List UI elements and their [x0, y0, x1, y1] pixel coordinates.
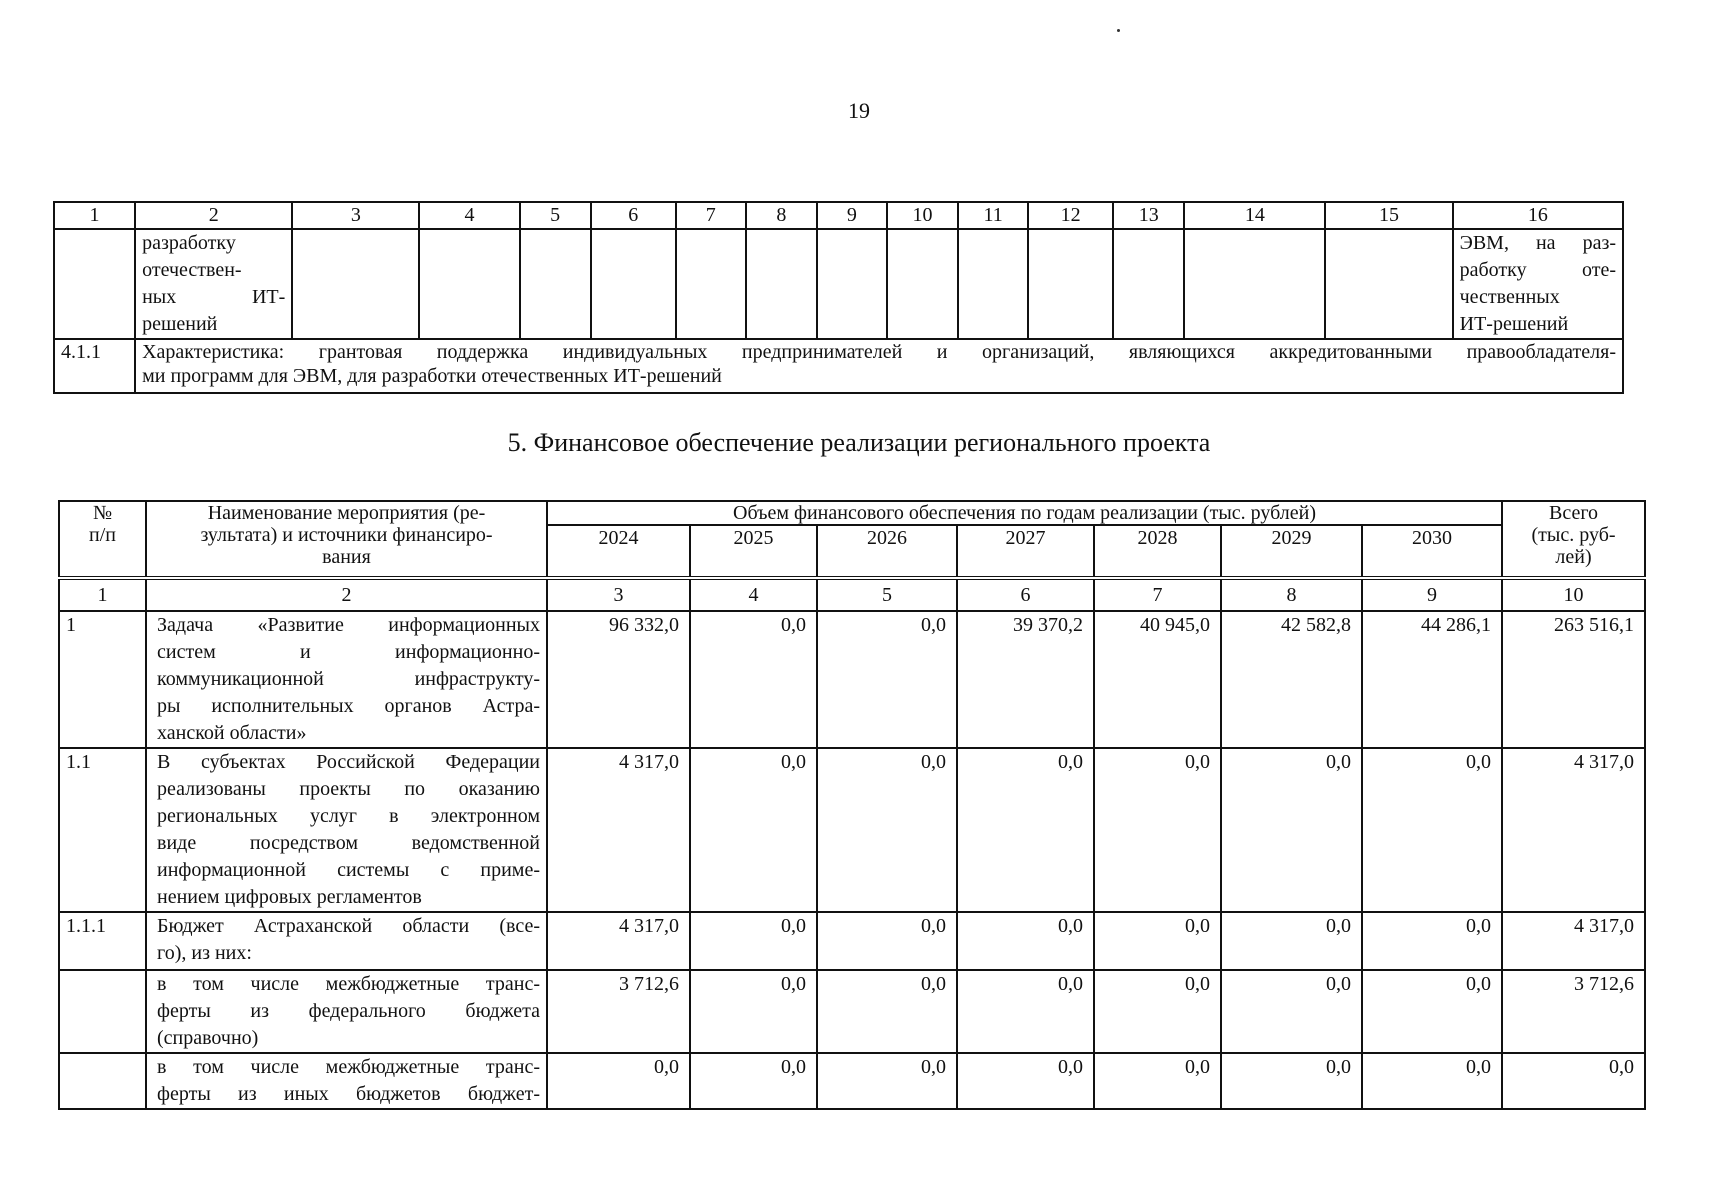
year-header: 2030	[1362, 525, 1502, 578]
year-header: 2024	[547, 525, 690, 578]
row-name	[146, 748, 547, 912]
row-number	[59, 970, 146, 1053]
year-value: 0,0	[957, 748, 1094, 912]
col-index: 7	[676, 202, 746, 229]
column-index-row	[59, 578, 1645, 611]
table-row	[59, 912, 1645, 970]
col-index: 10	[887, 202, 958, 229]
col-index: 3	[547, 578, 690, 611]
table-row	[59, 611, 1645, 748]
page-number: 19	[848, 98, 870, 123]
text-line: Бюджет Астраханской области (все-	[157, 915, 540, 937]
year-value: 0,0	[690, 970, 817, 1053]
section-title: 5. Финансовое обеспечение реализации регионального проекта	[507, 428, 1211, 457]
col-index: 3	[292, 202, 419, 229]
text-line: №	[92, 502, 113, 524]
text-line: Задача «Развитие информационных	[157, 614, 540, 636]
row-name	[146, 970, 547, 1053]
table-row	[59, 748, 1645, 912]
total-value: 3 712,6	[1502, 970, 1645, 1053]
col-index: 1	[54, 202, 135, 229]
text-line: нением цифровых регламентов	[157, 886, 422, 908]
text-line: В субъектах Российской Федерации	[157, 751, 540, 773]
col-index: 4	[690, 578, 817, 611]
text-line: вания	[322, 546, 371, 568]
row-number: 1.1	[59, 748, 146, 912]
year-value: 0,0	[1362, 912, 1502, 970]
col-index: 9	[1362, 578, 1502, 611]
col-index: 4	[419, 202, 519, 229]
text-line: го), из них:	[157, 942, 252, 964]
text-line: ми программ для ЭВМ, для разработки отечественных ИТ-решений	[142, 365, 722, 387]
text-line: (справочно)	[157, 1027, 259, 1049]
year-value: 0,0	[1094, 912, 1221, 970]
year-value: 4 317,0	[547, 748, 690, 912]
col-index: 11	[958, 202, 1028, 229]
row-number: 4.1.1	[54, 339, 135, 393]
continuation-row	[54, 229, 1623, 339]
col-index: 1	[59, 578, 146, 611]
year-value: 0,0	[547, 1053, 690, 1109]
col-index: 10	[1502, 578, 1645, 611]
total-value: 4 317,0	[1502, 912, 1645, 970]
row-number	[59, 1053, 146, 1109]
year-value: 96 332,0	[547, 611, 690, 748]
year-value: 0,0	[690, 748, 817, 912]
text-line: решений	[142, 313, 218, 335]
header-row	[59, 501, 1645, 525]
year-header: 2029	[1221, 525, 1362, 578]
text-line: систем и информационно-	[157, 641, 540, 663]
year-header: 2028	[1094, 525, 1221, 578]
col-index: 5	[817, 578, 957, 611]
header-name	[146, 501, 547, 578]
year-value: 3 712,6	[547, 970, 690, 1053]
row-name	[146, 1053, 547, 1109]
col-index: 8	[1221, 578, 1362, 611]
total-value: 4 317,0	[1502, 748, 1645, 912]
text-line: ханской области»	[157, 722, 307, 744]
col-index: 6	[957, 578, 1094, 611]
col-index: 2	[146, 578, 547, 611]
year-value: 0,0	[690, 611, 817, 748]
year-value: 42 582,8	[1221, 611, 1362, 748]
total-value: 0,0	[1502, 1053, 1645, 1109]
header-volume: Объем финансового обеспечения по годам реализации (тыс. рублей)	[547, 501, 1502, 525]
year-value: 0,0	[690, 1053, 817, 1109]
text-line: зультата) и источники финансиро-	[200, 524, 493, 546]
text-line: ИТ-решений	[1459, 313, 1569, 335]
year-value: 0,0	[957, 912, 1094, 970]
year-value: 44 286,1	[1362, 611, 1502, 748]
text-line: в том числе межбюджетные транс-	[157, 1056, 540, 1078]
year-value: 0,0	[1221, 748, 1362, 912]
row-number: 1	[59, 611, 146, 748]
text-line: отечествен-	[142, 259, 242, 281]
year-value: 0,0	[817, 970, 957, 1053]
text-line: ных ИТ-	[142, 286, 286, 308]
text-line: ры исполнительных органов Астра-	[157, 695, 540, 717]
text-line: Характеристика: грантовая поддержка индивидуальных предпринимателей и организаций, являющихся аккредитованными правообладателя-	[142, 341, 1616, 363]
text-line: п/п	[89, 524, 116, 546]
characteristic-text	[135, 339, 1623, 393]
finance-table-body	[59, 611, 1645, 1109]
continued-text-cell	[1453, 229, 1623, 339]
row-name	[146, 611, 547, 748]
year-value: 0,0	[1221, 1053, 1362, 1109]
text-line: ЭВМ, на раз-	[1459, 232, 1616, 254]
text-line: Всего	[1549, 502, 1599, 524]
year-header: 2026	[817, 525, 957, 578]
text-line: (тыс. руб-	[1531, 524, 1616, 546]
text-line: региональных услуг в электронном	[157, 805, 540, 827]
row-name	[146, 912, 547, 970]
col-index: 2	[135, 202, 292, 229]
year-value: 0,0	[1094, 970, 1221, 1053]
text-line: ферты из иных бюджетов бюджет-	[157, 1083, 540, 1105]
text-line: коммуникационной инфраструкту-	[157, 668, 540, 690]
row-number: 1.1.1	[59, 912, 146, 970]
column-index-row	[54, 202, 1623, 229]
year-value: 40 945,0	[1094, 611, 1221, 748]
scan-speck	[1117, 29, 1120, 32]
year-value: 0,0	[690, 912, 817, 970]
col-index: 12	[1028, 202, 1113, 229]
finance-table	[58, 500, 1646, 1110]
year-value: 0,0	[1362, 1053, 1502, 1109]
year-value: 0,0	[1362, 970, 1502, 1053]
text-line: работку оте-	[1459, 259, 1616, 281]
text-line: реализованы проекты по оказанию	[157, 778, 540, 800]
text-line: ферты из федерального бюджета	[157, 1000, 540, 1022]
col-index: 13	[1113, 202, 1184, 229]
year-value: 0,0	[1221, 970, 1362, 1053]
col-index: 16	[1453, 202, 1623, 229]
col-index: 5	[520, 202, 591, 229]
text-line: разработку	[142, 232, 236, 254]
col-index: 8	[746, 202, 817, 229]
text-line: чественных	[1459, 286, 1560, 308]
year-value: 4 317,0	[547, 912, 690, 970]
continued-name-cell	[135, 229, 292, 339]
col-index: 14	[1184, 202, 1325, 229]
year-value: 0,0	[817, 611, 957, 748]
year-header: 2027	[957, 525, 1094, 578]
year-header: 2025	[690, 525, 817, 578]
year-value: 0,0	[1094, 1053, 1221, 1109]
table-row	[59, 970, 1645, 1053]
text-line: виде посредством ведомственной	[157, 832, 540, 854]
year-value: 0,0	[817, 748, 957, 912]
year-value: 0,0	[1362, 748, 1502, 912]
col-index: 7	[1094, 578, 1221, 611]
year-value: 39 370,2	[957, 611, 1094, 748]
year-value: 0,0	[957, 1053, 1094, 1109]
text-line: в том числе межбюджетные транс-	[157, 973, 540, 995]
col-index: 15	[1325, 202, 1452, 229]
year-value: 0,0	[957, 970, 1094, 1053]
year-value: 0,0	[817, 912, 957, 970]
table-row	[59, 1053, 1645, 1109]
text-line: лей)	[1555, 546, 1592, 568]
year-value: 0,0	[1221, 912, 1362, 970]
continuation-table	[53, 201, 1624, 394]
year-value: 0,0	[1094, 748, 1221, 912]
header-total	[1502, 501, 1645, 578]
characteristic-row	[54, 339, 1623, 393]
text-line: информационной системы с приме-	[157, 859, 540, 881]
col-index: 6	[591, 202, 676, 229]
total-value: 263 516,1	[1502, 611, 1645, 748]
text-line: Наименование мероприятия (ре-	[207, 502, 486, 524]
header-num	[59, 501, 146, 578]
col-index: 9	[817, 202, 887, 229]
year-value: 0,0	[817, 1053, 957, 1109]
